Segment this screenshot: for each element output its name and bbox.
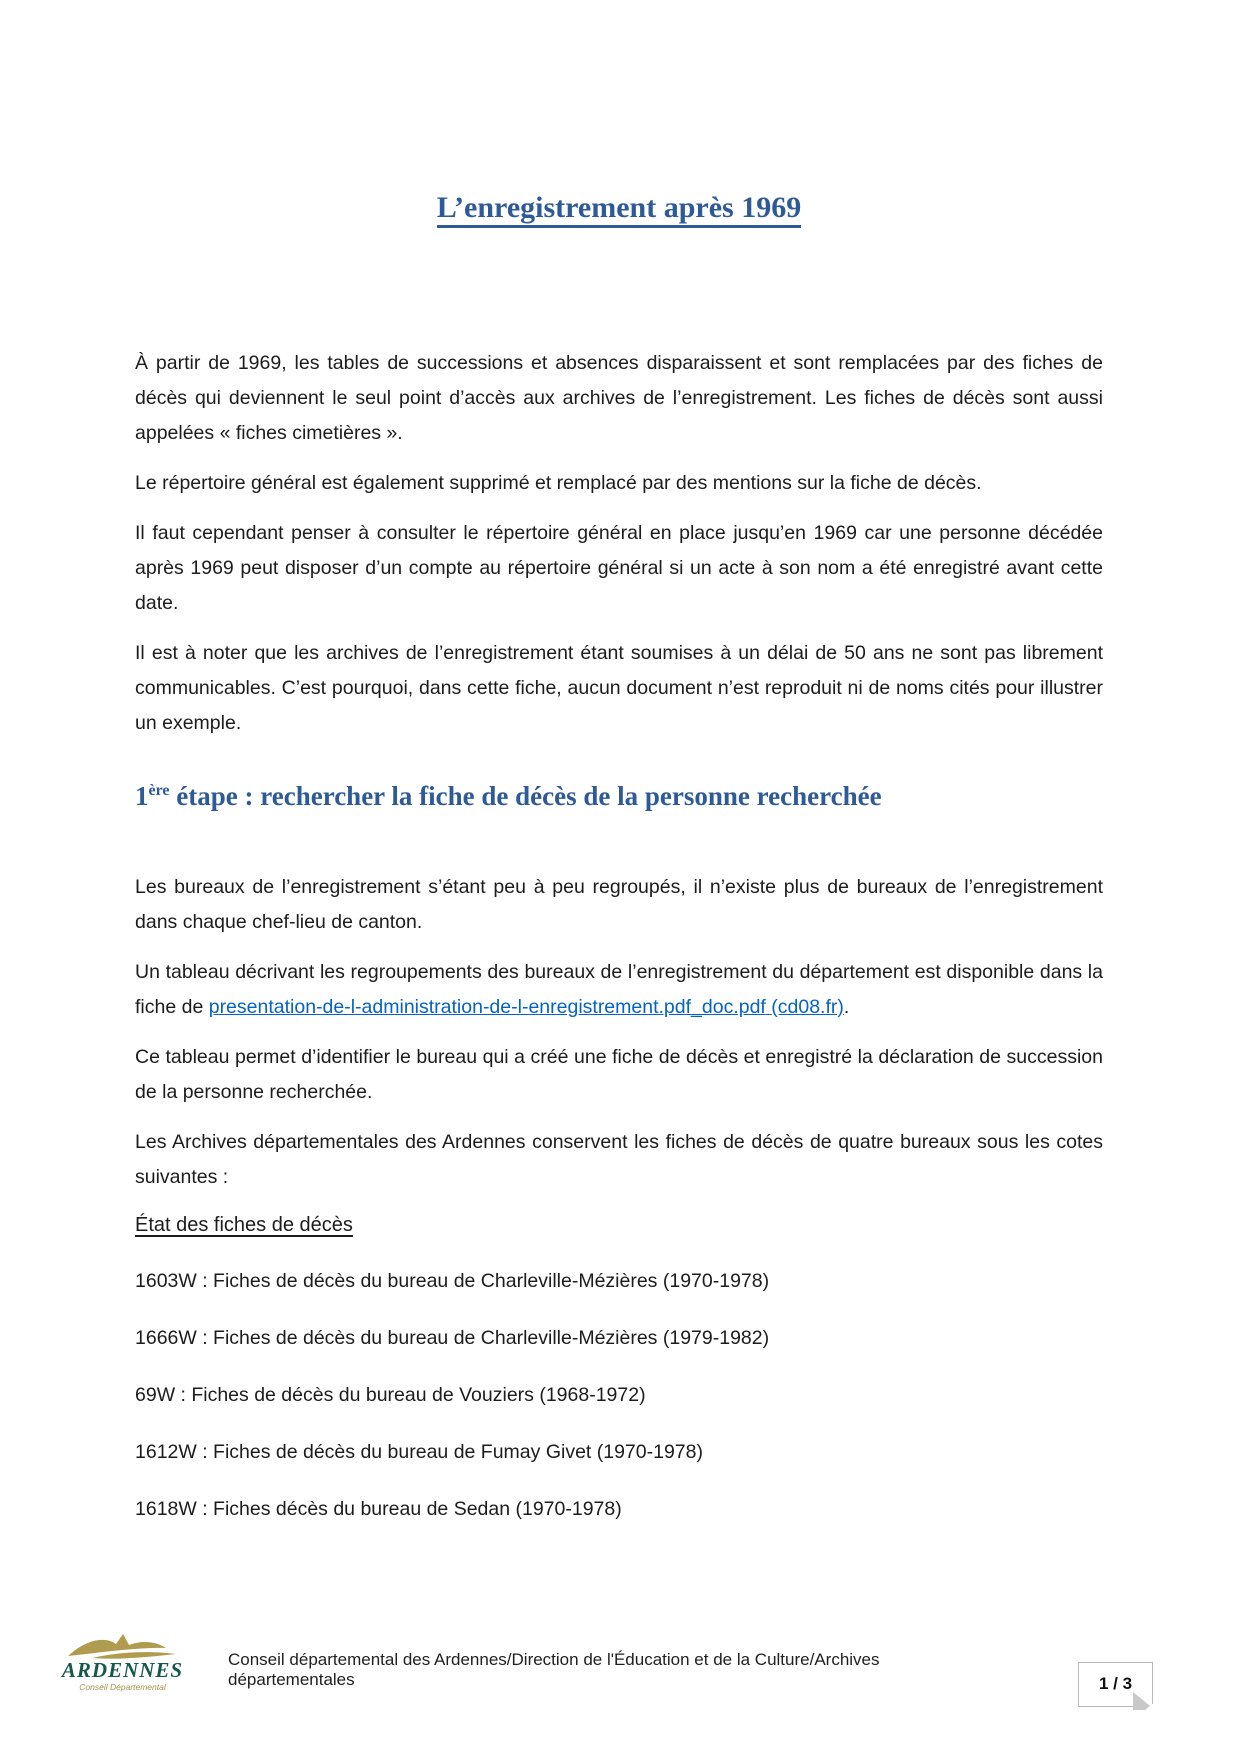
ardennes-logo: [50, 1630, 195, 1692]
intro-paragraph-4: Il est à noter que les archives de l’enregistrement étant soumises à un délai de 50 ans ne sont pas librement communicables. C’est pourquoi, dans cette fiche, aucun document n’est reproduit ni de noms cités pour illustrer un exemple.: [135, 642, 1103, 734]
mountain-swoosh-icon: [64, 1630, 182, 1660]
section-heading-text: étape : rechercher la fiche de décès de la personne recherchée: [169, 781, 882, 811]
list-item-1603w: 1603W : Fiches de décès du bureau de Charleville-Mézières (1970-1978): [135, 1270, 770, 1292]
section-paragraph-4: Les Archives départementales des Ardennes conservent les fiches de décès de quatre bureaux sous les cotes suivantes :: [135, 1131, 1103, 1188]
document-content: [135, 0, 1103, 1549]
presentation-pdf-link-domain: (cd08.fr): [771, 996, 844, 1018]
ardennes-logo-wordmark: ARDENNES: [61, 1658, 184, 1682]
link-paragraph-period: .: [843, 996, 850, 1018]
page-fold-cover: [1144, 1701, 1156, 1711]
list-item-1612w: 1612W : Fiches de décès du bureau de Fumay Givet (1970-1978): [135, 1441, 703, 1463]
intro-paragraph-1: À partir de 1969, les tables de successions et absences disparaissent et sont remplacées par des fiches de décès qui deviennent le seul point d’accès aux archives de l’enregistrement. Les fiches de décès sont aussi appelées « fiches cimetières ».: [135, 352, 1103, 444]
list-item-69w: 69W : Fiches de décès du bureau de Vouziers (1968-1972): [135, 1384, 646, 1406]
section-heading: [135, 771, 1103, 816]
intro-paragraph-3: Il faut cependant penser à consulter le répertoire général en place jusqu’en 1969 car une personne décédée après 1969 peut disposer d’un compte au répertoire général si un acte à son nom a été enregistré avant cette date.: [135, 522, 1103, 614]
ardennes-logo-subtitle: Conseil Départemental: [79, 1682, 166, 1692]
section-paragraph-3: Ce tableau permet d’identifier le bureau qui a créé une fiche de décès et enregistré la déclaration de succession de la personne recherchée.: [135, 1046, 1103, 1103]
list-item-1618w: 1618W : Fiches décès du bureau de Sedan (1970-1978): [135, 1498, 622, 1520]
presentation-pdf-link[interactable]: [209, 996, 844, 1018]
section-heading-number: 1: [135, 781, 149, 811]
list-heading: État des fiches de décès: [135, 1214, 353, 1236]
link-paragraph-lead: Un tableau décrivant les regroupements des bureaux de l’enregistrement du département est disponible dans la fiche de: [135, 961, 1103, 1018]
page-title: [135, 188, 1103, 228]
page-title-text: L’enregistrement après 1969: [437, 191, 801, 228]
section-paragraph-2: [135, 955, 1103, 1025]
page-number: 1 / 3: [1098, 1674, 1133, 1693]
presentation-pdf-link-filename: presentation-de-l-administration-de-l-enregistrement.pdf_doc.pdf: [208, 996, 766, 1018]
intro-paragraph-2: Le répertoire général est également supprimé et remplacé par des mentions sur la fiche de décès.: [135, 472, 982, 494]
footer-text: Conseil départemental des Ardennes/Direction de l'Éducation et de la Culture/Archives départementales: [228, 1650, 880, 1689]
list-item-1666w: 1666W : Fiches de décès du bureau de Charleville-Mézières (1979-1982): [135, 1327, 770, 1349]
page-number-box: [1078, 1662, 1153, 1707]
section-heading-ordinal: ère: [148, 782, 170, 799]
section-paragraph-1: Les bureaux de l’enregistrement s’étant peu à peu regroupés, il n’existe plus de bureaux de l’enregistrement dans chaque chef-lieu de canton.: [135, 876, 1103, 933]
